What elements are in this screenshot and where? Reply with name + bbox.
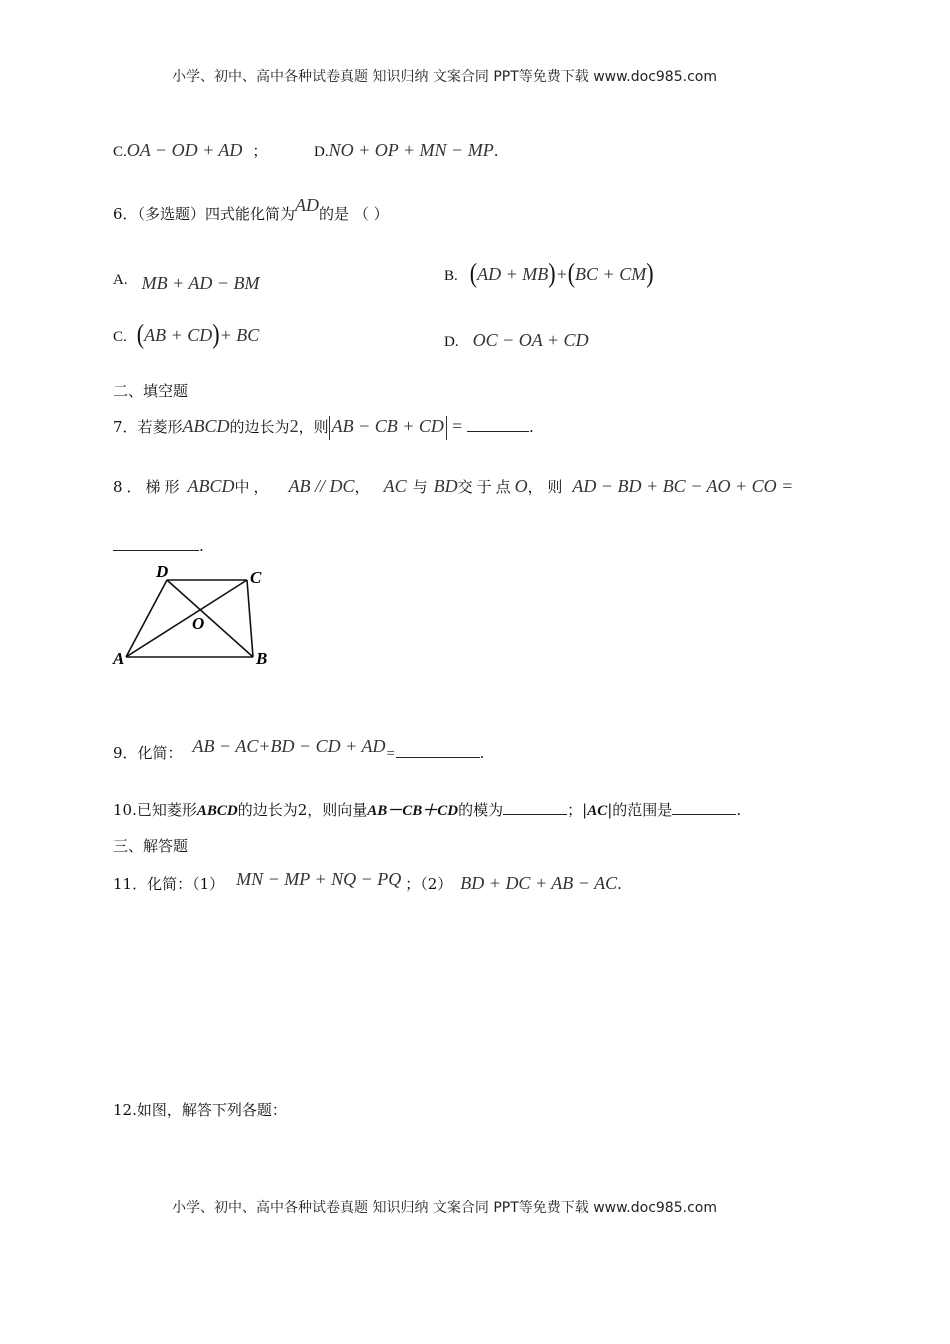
section-title: 二、填空题 xyxy=(113,382,189,400)
question-text: 9．化简： xyxy=(113,744,183,762)
q5-option-d xyxy=(314,140,498,161)
question-text: 交于点 xyxy=(457,478,515,496)
target-vector: AD xyxy=(295,195,320,215)
option-label: A. xyxy=(113,272,128,288)
option-label: D. xyxy=(444,334,459,350)
answer-blank xyxy=(396,743,480,758)
question-8 xyxy=(113,476,793,497)
section-title: 三、解答题 xyxy=(113,837,189,855)
q6-option-d xyxy=(444,330,589,351)
segment-name: BD xyxy=(433,476,458,496)
question-text: 的模为 xyxy=(458,801,504,819)
shape-name: ABCD xyxy=(182,416,230,436)
question-text: 的范围是 xyxy=(612,801,673,819)
label-b: B xyxy=(256,649,268,668)
trapezoid-figure xyxy=(110,560,280,675)
label-o: O xyxy=(192,614,205,633)
vector-expression: BD + DC + AB − AC xyxy=(460,873,618,893)
diagonal-ac xyxy=(126,580,247,657)
plus-sign: + xyxy=(555,264,568,284)
option-label: C. xyxy=(113,329,127,345)
question-9 xyxy=(113,736,485,763)
side-length: 2 xyxy=(289,416,299,436)
question-10 xyxy=(113,799,741,820)
equals-sign: = xyxy=(450,416,464,436)
vector-expression: MB + AD − BM xyxy=(141,273,260,293)
question-text: ， 则 xyxy=(527,478,563,496)
question-text: 10.已知菱形 xyxy=(113,801,197,819)
vector-expression: AB－CB＋CD xyxy=(367,803,459,819)
vector-expression: AB − AC+BD − CD + AD xyxy=(192,736,386,756)
page-header: 小学、初中、高中各种试卷真题 知识归纳 文案合同 PPT等免费下载 www.doc985.com xyxy=(172,69,717,85)
question-11 xyxy=(113,869,622,894)
end-mark: . xyxy=(479,744,485,762)
segment-name: AC xyxy=(383,476,407,496)
option-label: C. xyxy=(113,144,127,160)
answer-blank xyxy=(503,800,567,815)
question-text: 与 xyxy=(412,478,428,496)
equals-sign: = xyxy=(385,746,396,762)
edge-bc xyxy=(247,580,253,657)
question-text: ，则 xyxy=(298,418,329,436)
vector-expression: AD + MB xyxy=(477,264,549,284)
question-6 xyxy=(113,195,389,224)
question-text: ；（2） xyxy=(405,875,453,893)
answer-blank xyxy=(672,800,736,815)
vector-expression: NO + OP + MN − MP xyxy=(328,140,494,160)
end-mark: . xyxy=(617,875,622,893)
abs-bar: | xyxy=(582,801,588,819)
q5-option-c xyxy=(113,140,267,161)
end-mark: . xyxy=(199,537,204,555)
question-text: 6．（多选题）四式能化简为 xyxy=(113,205,296,223)
question-text: ， xyxy=(354,478,370,496)
question-text: 的是 （ ） xyxy=(319,205,389,223)
question-7 xyxy=(113,416,534,440)
vector-expression: AB − CB + CD xyxy=(331,416,444,436)
page-footer: 小学、初中、高中各种试卷真题 知识归纳 文案合同 PPT等免费下载 www.doc985.com xyxy=(172,1200,717,1216)
question-text: 7．若菱形 xyxy=(113,418,183,436)
vector-expression: + BC xyxy=(219,325,260,345)
separator: ； xyxy=(252,142,268,160)
separator: ； xyxy=(567,801,583,819)
question-12: 12.如图，解答下列各题： xyxy=(113,1101,287,1119)
answer-blank xyxy=(467,417,529,432)
vector-name: AC xyxy=(587,803,608,819)
label-c: C xyxy=(250,568,262,587)
q6-option-b: B. (AD + MB)+(BC + CM) xyxy=(444,256,654,288)
vector-expression: AB + CD xyxy=(144,325,213,345)
answer-blank xyxy=(113,536,199,551)
q6-option-c: C. (AB + CD)+ BC xyxy=(113,317,260,349)
shape-name: ABCD xyxy=(196,803,238,819)
shape-name: ABCD xyxy=(187,476,235,496)
end-mark: . xyxy=(736,801,742,819)
vector-expression: AD − BD + BC − AO + CO = xyxy=(572,476,794,496)
vector-expression: MN − MP + NQ − PQ xyxy=(236,869,402,889)
point-name: O xyxy=(514,476,528,496)
vector-expression: OC − OA + CD xyxy=(472,330,589,350)
question-text: 11．化简：（1） xyxy=(113,875,225,893)
question-text: 中， xyxy=(234,478,273,496)
end-mark: . xyxy=(529,418,534,436)
option-label: D. xyxy=(314,144,329,160)
diagonal-bd xyxy=(167,580,253,657)
vector-expression: OA − OD + AD xyxy=(126,140,243,160)
end-mark: . xyxy=(493,142,499,160)
option-label: B. xyxy=(444,268,458,284)
q8-answer-line xyxy=(113,536,204,555)
edge-da xyxy=(126,580,167,657)
question-text: 的边长为 xyxy=(229,418,290,436)
abs-bar: | xyxy=(607,801,613,819)
vector-expression: BC + CM xyxy=(575,264,647,284)
question-text: 8．梯形 xyxy=(113,478,184,496)
parallel-condition: AB // DC xyxy=(288,476,355,496)
label-d: D xyxy=(156,562,169,581)
q6-option-a xyxy=(113,268,260,293)
question-text: 的边长为2，则向量 xyxy=(237,801,368,819)
label-a: A xyxy=(113,649,125,668)
